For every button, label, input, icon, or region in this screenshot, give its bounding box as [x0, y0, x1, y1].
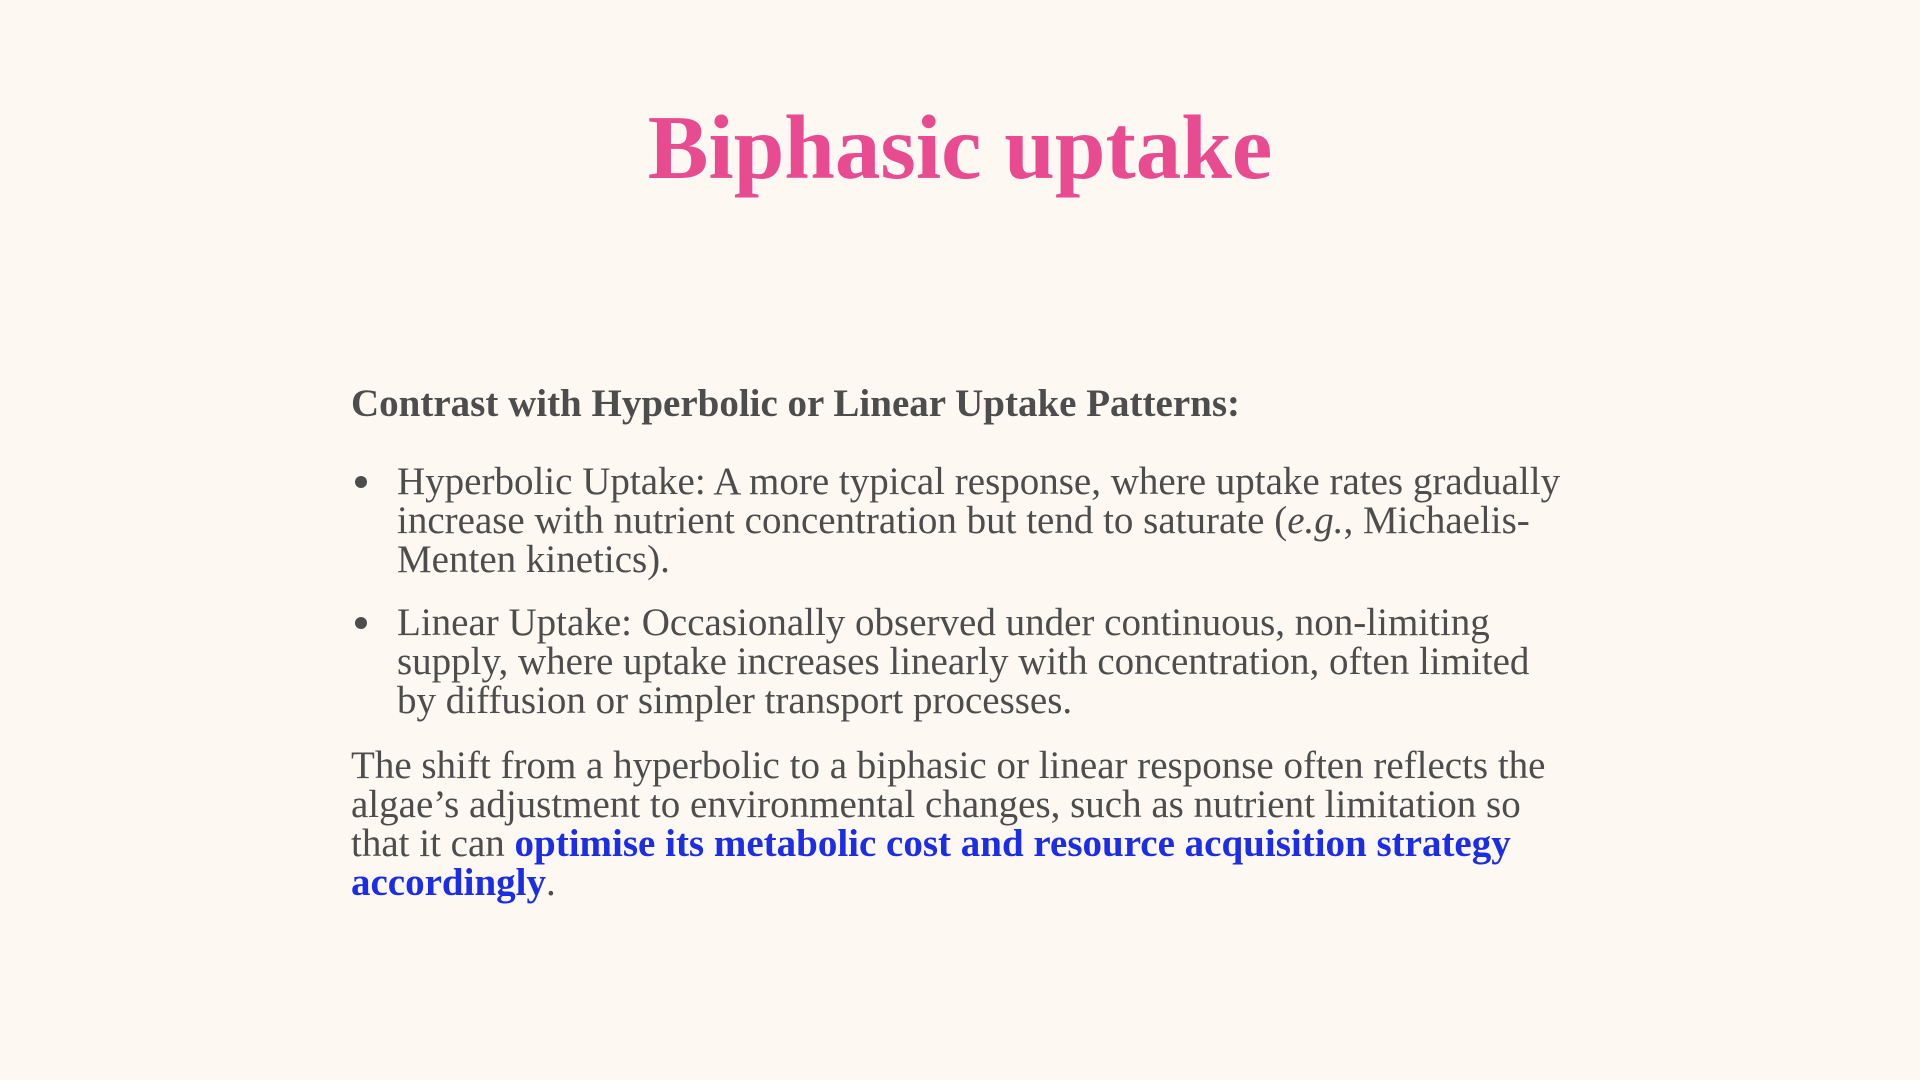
slide-content	[351, 376, 1571, 902]
bullet-item-hyperbolic	[351, 462, 1571, 579]
slide-title: Biphasic uptake	[647, 97, 1273, 198]
bullet-italic-eg: e.g.	[1287, 499, 1344, 542]
bullet-text-end: , Michaelis-Menten kinetics).	[397, 499, 1530, 581]
bullet-dot-icon	[355, 617, 367, 629]
section-heading: Contrast with Hyperbolic or Linear Uptake Patterns:	[351, 382, 1240, 425]
conclusion-paragraph	[351, 746, 1571, 902]
conclusion-end: .	[545, 861, 556, 904]
bullet-dot-icon	[355, 476, 367, 488]
conclusion-highlight: optimise its metabolic cost and resource acquisition strategy accordingly	[351, 822, 1511, 904]
conclusion-text: The shift from a hyperbolic to a biphasic or linear response often reflects the algae’s adjustment to environmental changes, such as nutrient limitation so that it can	[351, 744, 1546, 865]
bullet-item-linear	[351, 603, 1571, 720]
bullet-list	[351, 462, 1571, 720]
bullet-text: Linear Uptake: Occasionally observed under continuous, non-limiting supply, where uptake increases linearly with concentration, often limited by diffusion or simpler transport processes.	[397, 601, 1530, 722]
bullet-text-start: Hyperbolic Uptake: A more typical response, where uptake rates gradually increase with nutrient concentration but tend to saturate (	[397, 460, 1561, 542]
